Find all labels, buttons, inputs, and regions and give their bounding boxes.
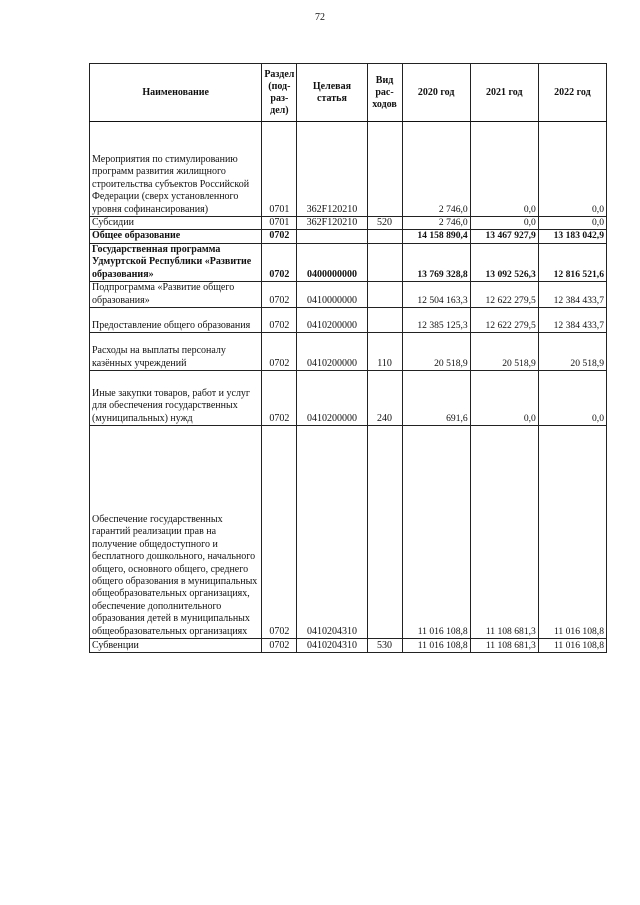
- row-2021: 13 092 526,3: [470, 243, 538, 281]
- header-section: Раздел (под-раз-дел): [262, 64, 297, 122]
- row-kind: [367, 308, 402, 333]
- row-2021: 11 108 681,3: [470, 426, 538, 639]
- row-section: 0701: [262, 122, 297, 217]
- row-kind: [367, 122, 402, 217]
- table-row: [90, 282, 607, 308]
- row-2022: 11 016 108,8: [538, 639, 606, 653]
- budget-table: [89, 63, 607, 653]
- row-2022: 12 384 433,7: [538, 282, 606, 308]
- row-kind: 110: [367, 333, 402, 371]
- row-section: 0702: [262, 639, 297, 653]
- table-row: [90, 122, 607, 217]
- row-kind: 240: [367, 371, 402, 426]
- row-section: 0701: [262, 217, 297, 230]
- row-name: Субвенции: [90, 639, 262, 653]
- row-section: 0702: [262, 282, 297, 308]
- row-2020: 13 769 328,8: [402, 243, 470, 281]
- header-2020: 2020 год: [402, 64, 470, 122]
- header-2022: 2022 год: [538, 64, 606, 122]
- row-section: 0702: [262, 371, 297, 426]
- row-2021: 12 622 279,5: [470, 282, 538, 308]
- row-name: Обеспечение государственных гарантий реализации прав на получение общедоступного и бесплатного дошкольного, начального общего, основного общего, среднего общего образования в муниципальных общеобразовательных организациях, обеспечение дополнительного образования детей в муниципальных общеобразовательных организациях: [90, 426, 262, 639]
- row-2022: 12 384 433,7: [538, 308, 606, 333]
- row-target: 0410200000: [297, 333, 367, 371]
- row-2020: 12 504 163,3: [402, 282, 470, 308]
- row-target: [297, 230, 367, 243]
- row-kind: [367, 282, 402, 308]
- header-row: [90, 64, 607, 122]
- row-name: Субсидии: [90, 217, 262, 230]
- row-section: 0702: [262, 308, 297, 333]
- row-2020: 11 016 108,8: [402, 426, 470, 639]
- row-2021: 12 622 279,5: [470, 308, 538, 333]
- row-2021: 0,0: [470, 371, 538, 426]
- row-section: 0702: [262, 243, 297, 281]
- row-section: 0702: [262, 426, 297, 639]
- row-name: Государственная программа Удмуртской Республики «Развитие образования»: [90, 243, 262, 281]
- row-name: Мероприятия по стимулированию программ развития жилищного строительства субъектов Российской Федерации (сверх установленного уровня софинансирования): [90, 122, 262, 217]
- row-2021: 20 518,9: [470, 333, 538, 371]
- header-2021: 2021 год: [470, 64, 538, 122]
- header-kind: Вид рас-ходов: [367, 64, 402, 122]
- row-2022: 0,0: [538, 371, 606, 426]
- row-2020: 14 158 890,4: [402, 230, 470, 243]
- row-2022: 13 183 042,9: [538, 230, 606, 243]
- row-2022: 0,0: [538, 217, 606, 230]
- table-row: [90, 639, 607, 653]
- row-kind: [367, 426, 402, 639]
- row-2020: 12 385 125,3: [402, 308, 470, 333]
- row-2021: 0,0: [470, 217, 538, 230]
- row-target: 0410200000: [297, 371, 367, 426]
- table-row: [90, 333, 607, 371]
- row-name: Подпрограмма «Развитие общего образования»: [90, 282, 262, 308]
- row-name: Общее образование: [90, 230, 262, 243]
- row-kind: [367, 230, 402, 243]
- row-section: 0702: [262, 230, 297, 243]
- row-section: 0702: [262, 333, 297, 371]
- row-2022: 0,0: [538, 122, 606, 217]
- row-2022: 20 518,9: [538, 333, 606, 371]
- header-target: Целевая статья: [297, 64, 367, 122]
- row-2020: 2 746,0: [402, 122, 470, 217]
- row-target: 0410200000: [297, 308, 367, 333]
- row-2020: 11 016 108,8: [402, 639, 470, 653]
- row-target: 0410204310: [297, 639, 367, 653]
- table-row: [90, 243, 607, 281]
- row-name: Предоставление общего образования: [90, 308, 262, 333]
- row-target: 0410204310: [297, 426, 367, 639]
- row-target: 362F120210: [297, 217, 367, 230]
- table-row: [90, 371, 607, 426]
- row-2022: 12 816 521,6: [538, 243, 606, 281]
- row-name: Иные закупки товаров, работ и услуг для обеспечения государственных (муниципальных) нужд: [90, 371, 262, 426]
- header-name: Наименование: [90, 64, 262, 122]
- table-row: [90, 308, 607, 333]
- row-2021: 11 108 681,3: [470, 639, 538, 653]
- table-row: [90, 217, 607, 230]
- table-row: [90, 426, 607, 639]
- table-row: [90, 230, 607, 243]
- row-kind: 530: [367, 639, 402, 653]
- row-2021: 13 467 927,9: [470, 230, 538, 243]
- row-target: 0410000000: [297, 282, 367, 308]
- row-kind: 520: [367, 217, 402, 230]
- row-target: 0400000000: [297, 243, 367, 281]
- row-kind: [367, 243, 402, 281]
- row-2020: 20 518,9: [402, 333, 470, 371]
- row-2020: 691,6: [402, 371, 470, 426]
- row-target: 362F120210: [297, 122, 367, 217]
- page-number: 72: [315, 12, 325, 23]
- row-name: Расходы на выплаты персоналу казённых учреждений: [90, 333, 262, 371]
- row-2021: 0,0: [470, 122, 538, 217]
- row-2022: 11 016 108,8: [538, 426, 606, 639]
- row-2020: 2 746,0: [402, 217, 470, 230]
